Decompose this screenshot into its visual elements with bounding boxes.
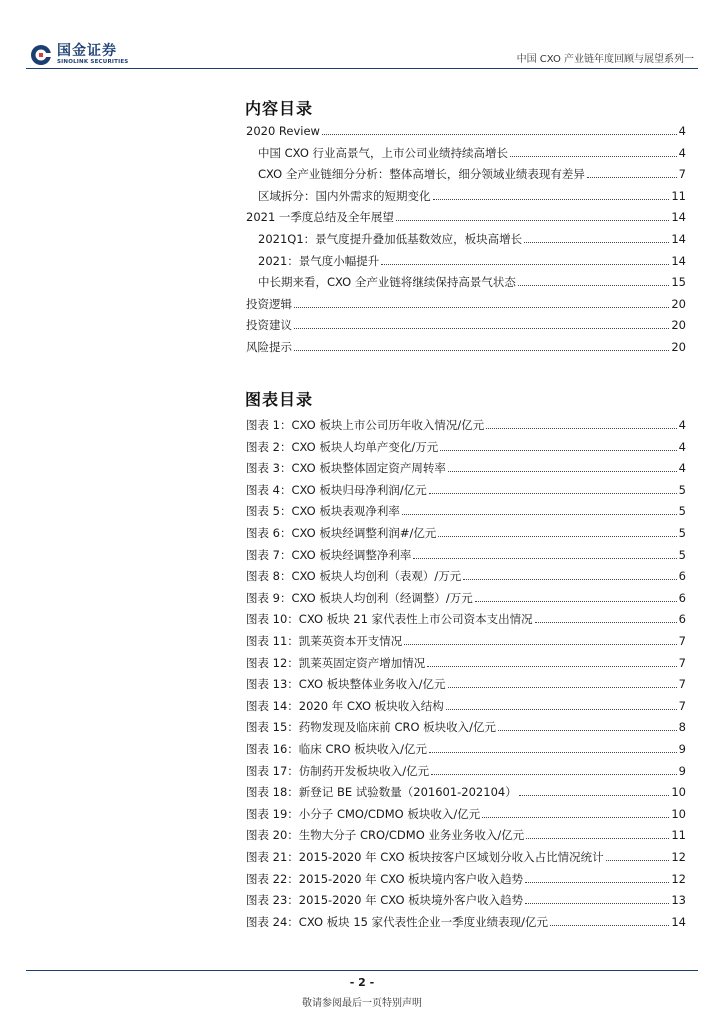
toc-entry-page: 5 [678, 526, 686, 540]
toc-entry[interactable] [258, 188, 686, 204]
toc-entry[interactable] [246, 849, 686, 865]
dot-leader [402, 514, 677, 515]
dot-leader [427, 666, 676, 667]
footer-divider [26, 970, 698, 971]
page-number: - 2 - [349, 976, 375, 989]
dot-leader [535, 622, 677, 623]
dot-leader [587, 177, 677, 178]
toc-entry-label: 图表 13：CXO 板块整体业务收入/亿元 [246, 677, 446, 692]
toc-entry[interactable] [246, 317, 686, 333]
toc-entry-page: 20 [671, 340, 686, 354]
toc-entry-label: 图表 8：CXO 板块人均创利（表观）/万元 [246, 569, 462, 584]
toc-entry-label: 图表 10：CXO 板块 21 家代表性上市公司资本支出情况 [246, 612, 533, 627]
dot-leader [448, 687, 677, 688]
toc-entry-label: 图表 21：2015-2020 年 CXO 板块按客户区域划分收入占比情况统计 [246, 850, 604, 864]
toc-entry-label: 2020 Review [246, 124, 320, 138]
toc-entry[interactable] [246, 123, 686, 139]
toc-entry-page: 13 [671, 893, 686, 908]
toc-entry-page: 4 [678, 124, 686, 138]
dot-leader [482, 817, 669, 818]
toc-entry-page: 20 [671, 296, 686, 311]
toc-entry-label: 2021：景气度小幅提升 [258, 253, 380, 268]
page-header [0, 0, 724, 72]
toc-entry[interactable] [246, 590, 686, 606]
dot-leader [381, 264, 669, 265]
toc-entry[interactable] [258, 253, 686, 269]
toc-entry-page: 4 [678, 461, 686, 476]
toc-entry-page: 5 [678, 504, 686, 519]
toc-entry-label: 2021Q1：景气度提升叠加低基数效应，板块高增长 [258, 232, 523, 246]
toc-entry[interactable] [246, 633, 686, 649]
toc-entry[interactable] [246, 525, 686, 541]
toc-entry[interactable] [258, 166, 686, 182]
dot-leader [519, 795, 670, 796]
toc-entry-label: 风险提示 [246, 340, 292, 354]
dot-leader [404, 644, 676, 645]
toc-entry-page: 11 [671, 828, 686, 843]
toc-entry-page: 14 [671, 914, 686, 929]
toc-entry[interactable] [246, 827, 686, 843]
toc-entry-label: 图表 9：CXO 板块人均创利（经调整）/万元 [246, 590, 473, 605]
dot-leader [413, 558, 676, 559]
toc-entry-page: 7 [678, 655, 686, 670]
toc-entry-page: 12 [671, 850, 686, 864]
dot-leader [396, 220, 669, 221]
toc-entry-label: 2021 一季度总结及全年展望 [246, 210, 394, 225]
toc-entry-page: 7 [678, 677, 686, 692]
toc-entry-page: 6 [678, 612, 686, 627]
toc-entry[interactable] [258, 231, 686, 247]
toc-entry-page: 7 [678, 634, 686, 648]
toc-entry-label: 图表 2：CXO 板块人均单产变化/万元 [246, 439, 439, 454]
toc-entry[interactable] [246, 568, 686, 584]
dot-leader [294, 328, 669, 329]
toc-entry-page: 8 [678, 720, 686, 735]
toc-entry-label: 图表 7：CXO 板块经调整净利率 [246, 547, 412, 562]
dot-leader [475, 601, 677, 602]
dot-leader [498, 730, 677, 731]
toc-entry[interactable] [246, 698, 686, 714]
toc-entry-page: 15 [671, 275, 686, 290]
toc-entry[interactable] [246, 503, 686, 519]
toc-entry-page: 14 [671, 253, 686, 268]
footer-disclaimer: 敬请参阅最后一页特别声明 [302, 998, 422, 1009]
contents-heading: 内容目录 [245, 99, 314, 118]
toc-entry-label: 图表 18：新登记 BE 试验数量（201601-202104） [246, 785, 517, 800]
toc-entry-label: 图表 11：凯莱英资本开支情况 [246, 634, 403, 648]
toc-entry-page: 14 [671, 210, 686, 225]
toc-entry-page: 11 [671, 188, 686, 203]
dot-leader [486, 428, 676, 429]
dot-leader [525, 903, 669, 904]
dot-leader [525, 882, 669, 883]
dot-leader [526, 838, 669, 839]
company-logo [30, 42, 135, 68]
toc-entry[interactable] [246, 719, 686, 735]
toc-entry-page: 10 [671, 806, 686, 821]
toc-entry-label: 图表 3：CXO 板块整体固定资产周转率 [246, 461, 446, 476]
toc-entry-page: 10 [671, 785, 686, 800]
dot-leader [510, 156, 677, 157]
dot-leader [322, 134, 677, 135]
toc-entry[interactable] [246, 611, 686, 627]
dot-leader [431, 774, 677, 775]
toc-entry-label: 图表 23：2015-2020 年 CXO 板块境外客户收入趋势 [246, 893, 524, 908]
toc-entry-page: 5 [678, 547, 686, 562]
toc-entry-label: 中长期来看，CXO 全产业链将继续保持高景气状态 [258, 275, 516, 290]
dot-leader [550, 925, 669, 926]
toc-entry[interactable] [246, 547, 686, 563]
header-divider [26, 68, 698, 69]
toc-entry-page: 6 [678, 590, 686, 605]
toc-entry[interactable] [246, 655, 686, 671]
toc-entry[interactable] [246, 460, 686, 476]
toc-entry-page: 4 [678, 439, 686, 454]
toc-entry-label: 中国 CXO 行业高景气，上市公司业绩持续高增长 [258, 145, 509, 160]
toc-entry-page: 5 [678, 482, 686, 497]
toc-entry-page: 14 [671, 232, 686, 246]
toc-entry-label: CXO 全产业链细分分析：整体高增长，细分领域业绩表现有差异 [258, 167, 585, 182]
toc-entry[interactable] [246, 417, 686, 433]
toc-entry[interactable] [246, 741, 686, 757]
toc-entry-label: 图表 4：CXO 板块归母净利润/亿元 [246, 482, 427, 497]
toc-entry-label: 图表 5：CXO 板块表观净利率 [246, 504, 400, 519]
report-series-title: 中国 CXO 产业链年度回顾与展望系列一 [516, 54, 694, 65]
dot-leader [446, 709, 677, 710]
toc-entry-label: 图表 6：CXO 板块经调整利润#/亿元 [246, 526, 437, 540]
toc-entry[interactable] [246, 296, 686, 312]
toc-entry-page: 9 [678, 742, 686, 756]
toc-entry-label: 图表 20：生物大分子 CRO/CDMO 业务业务收入/亿元 [246, 828, 525, 843]
dot-leader [448, 471, 677, 472]
toc-entry-page: 7 [678, 167, 686, 182]
figures-heading: 图表目录 [245, 390, 314, 409]
toc-entry[interactable] [246, 763, 686, 779]
dot-leader [429, 493, 677, 494]
toc-entry-label: 投资建议 [246, 318, 292, 333]
dot-leader [429, 752, 677, 753]
toc-entry-page: 6 [678, 569, 686, 584]
toc-entry-label: 区域拆分：国内外需求的短期变化 [258, 188, 431, 203]
toc-entry-label: 投资逻辑 [246, 296, 292, 311]
toc-entry[interactable] [246, 439, 686, 455]
toc-entry-page: 9 [678, 763, 686, 778]
toc-entry-label: 图表 1：CXO 板块上市公司历年收入情况/亿元 [246, 418, 485, 432]
dot-leader [440, 450, 676, 451]
logo-name-cn: 国金证券 [57, 43, 117, 60]
toc-entry-page: 7 [678, 698, 686, 713]
dot-leader [606, 860, 670, 861]
toc-entry-page: 4 [678, 418, 686, 432]
dot-leader [463, 579, 676, 580]
dot-leader [518, 285, 669, 286]
toc-entry[interactable] [246, 209, 686, 225]
dot-leader [294, 350, 669, 351]
dot-leader [524, 242, 669, 243]
toc-entry-label: 图表 17：仿制药开发板块收入/亿元 [246, 763, 430, 778]
toc-entry[interactable] [246, 482, 686, 498]
toc-entry-page: 4 [678, 145, 686, 160]
logo-icon [30, 44, 52, 66]
toc-entry-label: 图表 14：2020 年 CXO 板块收入结构 [246, 698, 444, 713]
toc-entry[interactable] [246, 892, 686, 908]
toc-entry-page: 20 [671, 318, 686, 333]
toc-entry-page: 12 [671, 871, 686, 886]
toc-entry[interactable] [258, 145, 686, 161]
toc-entry[interactable] [246, 339, 686, 355]
toc-entry-label: 图表 24：CXO 板块 15 家代表性企业一季度业绩表现/亿元 [246, 914, 548, 929]
logo-name-en: SINOLINK SECURITIES [57, 59, 129, 66]
dot-leader [438, 536, 676, 537]
toc-entry[interactable] [246, 914, 686, 930]
toc-entry-label: 图表 19：小分子 CMO/CDMO 板块收入/亿元 [246, 806, 481, 821]
dot-leader [294, 307, 669, 308]
dot-leader [433, 199, 670, 200]
toc-entry[interactable] [246, 806, 686, 822]
toc-entry-label: 图表 12：凯莱英固定资产增加情况 [246, 655, 426, 670]
toc-entry[interactable] [246, 676, 686, 692]
toc-entry-label: 图表 15：药物发现及临床前 CRO 板块收入/亿元 [246, 720, 497, 735]
toc-entry[interactable] [246, 871, 686, 887]
toc-entry-label: 图表 22：2015-2020 年 CXO 板块境内客户收入趋势 [246, 871, 524, 886]
toc-entry[interactable] [258, 274, 686, 290]
toc-entry[interactable] [246, 784, 686, 800]
toc-entry-label: 图表 16：临床 CRO 板块收入/亿元 [246, 742, 428, 756]
